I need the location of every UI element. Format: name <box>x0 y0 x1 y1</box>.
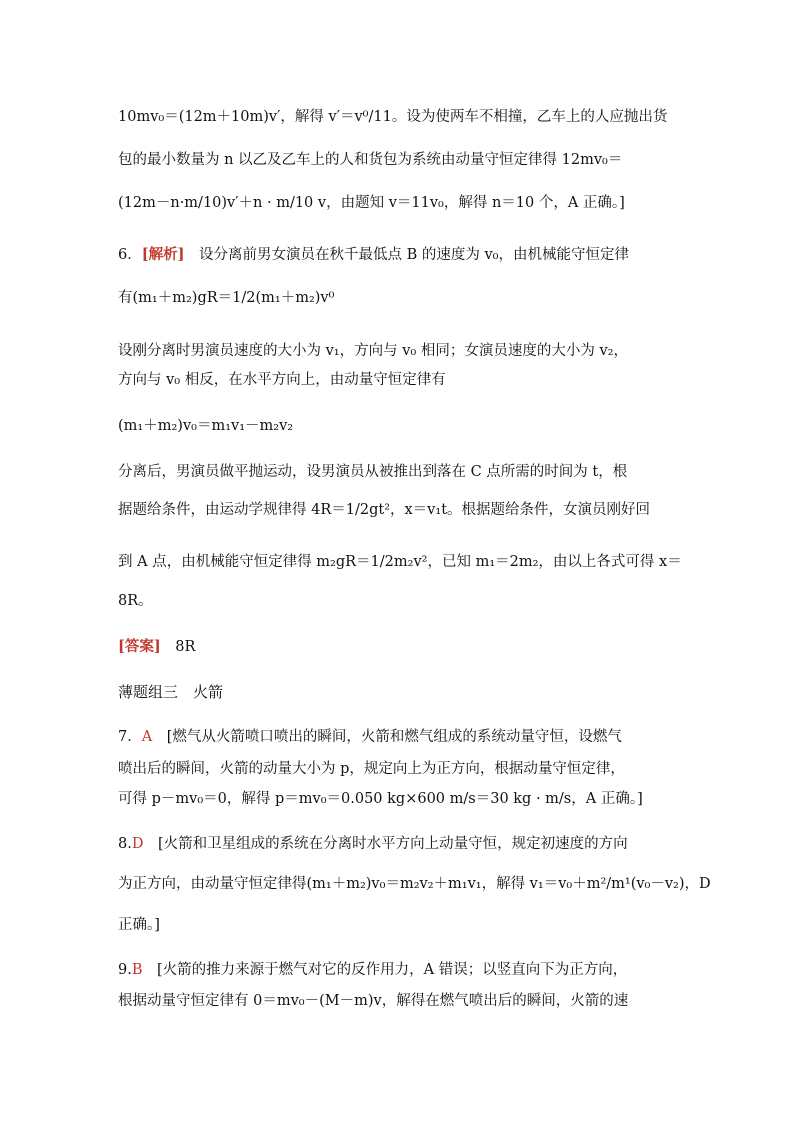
text-line: 设刚分离时男演员速度的大小为 v₁，方向与 v₀ 相同；女演员速度的大小为 v₂， <box>118 343 628 359</box>
text-line: 分离后，男演员做平抛运动，设男演员从被推出到落在 C 点所需的时间为 t，根 <box>118 464 628 480</box>
text-line: 7．A [燃气从火箭喷口喷出的瞬间，火箭和燃气组成的系统动量守恒，设燃气 <box>118 729 622 745</box>
label-tag: [解析] <box>141 246 185 263</box>
label-tag: [答案] <box>118 638 161 655</box>
answer-letter: D <box>131 836 144 852</box>
answer-line: [答案] 8R <box>118 638 196 655</box>
text-line: 为正方向，由动量守恒定律得(m₁＋m₂)v₀＝m₂v₂＋m₁v₁，解得 v₁＝v₀＋m²/m¹(v₀－v₂)，D <box>118 876 711 892</box>
text-line: (12m－n·m/10)v′＋n · m/10 v，由题知 v＝11v₀，解得 n＝10 个，A 正确。] <box>118 195 625 211</box>
text-line: 根据动量守恒定律有 0＝mv₀－(M－m)v，解得在燃气喷出后的瞬间，火箭的速 <box>118 993 629 1009</box>
text-line: 据题给条件，由运动学规律得 4R＝1/2gt²，x＝v₁t。根据题给条件，女演员刚好回 <box>118 502 651 518</box>
answer-letter: A <box>141 729 153 745</box>
text-line: 10mv₀＝(12m＋10m)v′，解得 v′＝v⁰/11。设为使两车不相撞，乙车上的人应抛出货 <box>118 109 668 125</box>
text-line: 包的最小数量为 n 以乙及乙车上的人和货包为系统由动量守恒定律得 12mv₀＝ <box>118 152 623 168</box>
text-line: 8.D [火箭和卫星组成的系统在分离时水平方向上动量守恒，规定初速度的方向 <box>118 836 628 852</box>
text-line: 方向与 v₀ 相反，在水平方向上，由动量守恒定律有 <box>118 372 446 388</box>
text-line: 喷出后的瞬间，火箭的动量大小为 p，规定向上为正方向，根据动量守恒定律， <box>118 761 625 777</box>
section-heading: 薄题组三 火箭 <box>118 683 224 701</box>
text-line: 可得 p－mv₀＝0，解得 p＝mv₀＝0.050 kg×600 m/s＝30 kg · m/s，A 正确。] <box>118 791 643 807</box>
text-line: 9.B [火箭的推力来源于燃气对它的反作用力，A 错误；以竖直向下为正方向， <box>118 962 628 978</box>
text-line: 6．[解析] 设分离前男女演员在秋千最低点 B 的速度为 v₀，由机械能守恒定律 <box>118 246 629 263</box>
text-line: 到 A 点，由机械能守恒定律得 m₂gR＝1/2m₂v²，已知 m₁＝2m₂，由以上各式可得 x＝ <box>118 554 682 570</box>
answer-letter: B <box>131 962 143 978</box>
text-line: (m₁＋m₂)v₀＝m₁v₁－m₂v₂ <box>118 418 294 434</box>
text-line: 8R。 <box>118 593 153 609</box>
text-line: 有(m₁＋m₂)gR＝1/2(m₁＋m₂)v⁰ <box>118 290 335 306</box>
text-line: 正确。] <box>118 917 160 933</box>
